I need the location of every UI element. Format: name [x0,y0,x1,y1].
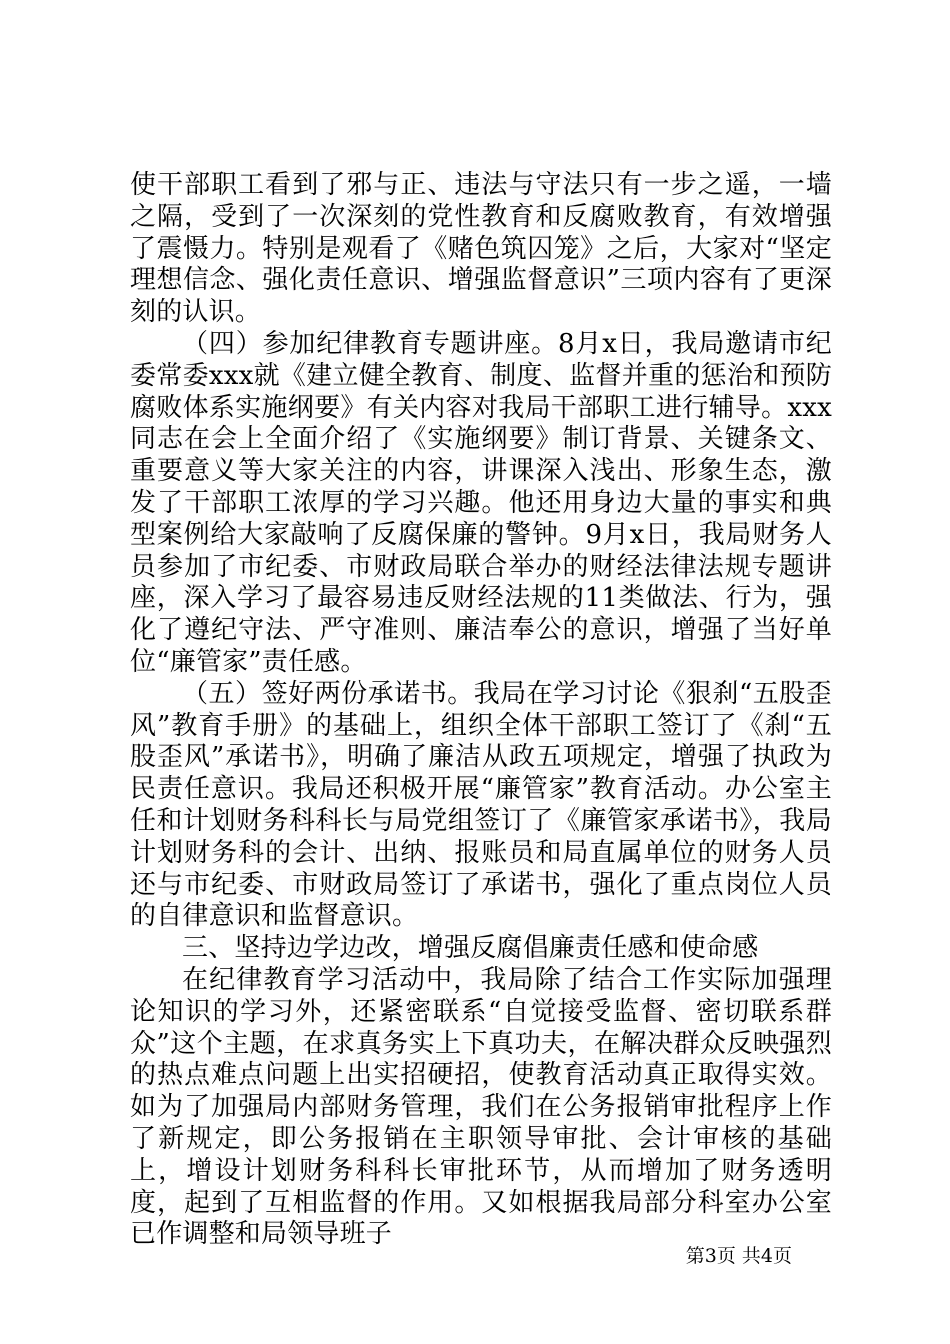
paragraph-continuation: 使干部职工看到了邪与正、违法与守法只有一步之遥，一墙之隔，受到了一次深刻的党性教育和反腐败教育，有效增强了震慑力。特别是观看了《赌色筑囚笼》之后，大家对“坚定理想信念、强化责任意识、增强监督意识”三项内容有了更深刻的认识。 [130,170,832,328]
page-number-indicator: 第3页 共4页 [685,1245,792,1267]
paragraph-section-five: （五）签好两份承诺书。我局在学习讨论《狠刹“五股歪风”教育手册》的基础上，组织全体干部职工签订了《刹“五股歪风”承诺书》，明确了廉洁从政五项规定，增强了执政为民责任意识。我局还积极开展“廉管家”教育活动。办公室主任和计划财务科科长与局党组签订了《廉管家承诺书》，我局计划财务科的会计、出纳、报账员和局直属单位的财务人员还与市纪委、市财政局签订了承诺书，强化了重点岗位人员的自律意识和监督意识。 [130,678,832,932]
section-heading-three: 三、坚持边学边改，增强反腐倡廉责任感和使命感 [182,933,759,964]
document-body [130,170,832,1251]
paragraph-section-four: （四）参加纪律教育专题讲座。8月x日，我局邀请市纪委常委xxx就《建立健全教育、制度、监督并重的惩治和预防腐败体系实施纲要》有关内容对我局干部职工进行辅导。xxx同志在会上全面介绍了《实施纲要》制订背景、关键条文、重要意义等大家关注的内容，讲课深入浅出、形象生态，激发了干部职工浓厚的学习兴趣。他还用身边大量的事实和典型案例给大家敲响了反腐保廉的警钟。9月x日，我局财务人员参加了市纪委、市财政局联合举办的财经法律法规专题讲座，深入学习了最容易违反财经法规的11类做法、行为，强化了遵纪守法、严守准则、廉洁奉公的意识，增强了当好单位“廉管家”责任感。 [130,328,832,677]
paragraph-body-final: 在纪律教育学习活动中，我局除了结合工作实际加强理论知识的学习外，还紧密联系“自觉接受监督、密切联系群众”这个主题，在求真务实上下真功夫，在解决群众反映强烈的热点难点问题上出实招硬招，使教育活动真正取得实效。如为了加强局内部财务管理，我们在公务报销审批程序上作了新规定，即公务报销在主职领导审批、会计审核的基础上，增设计划财务科科长审批环节，从而增加了财务透明度，起到了互相监督的作用。又如根据我局部分科室办公室已作调整和局领导班子 [130,964,832,1250]
